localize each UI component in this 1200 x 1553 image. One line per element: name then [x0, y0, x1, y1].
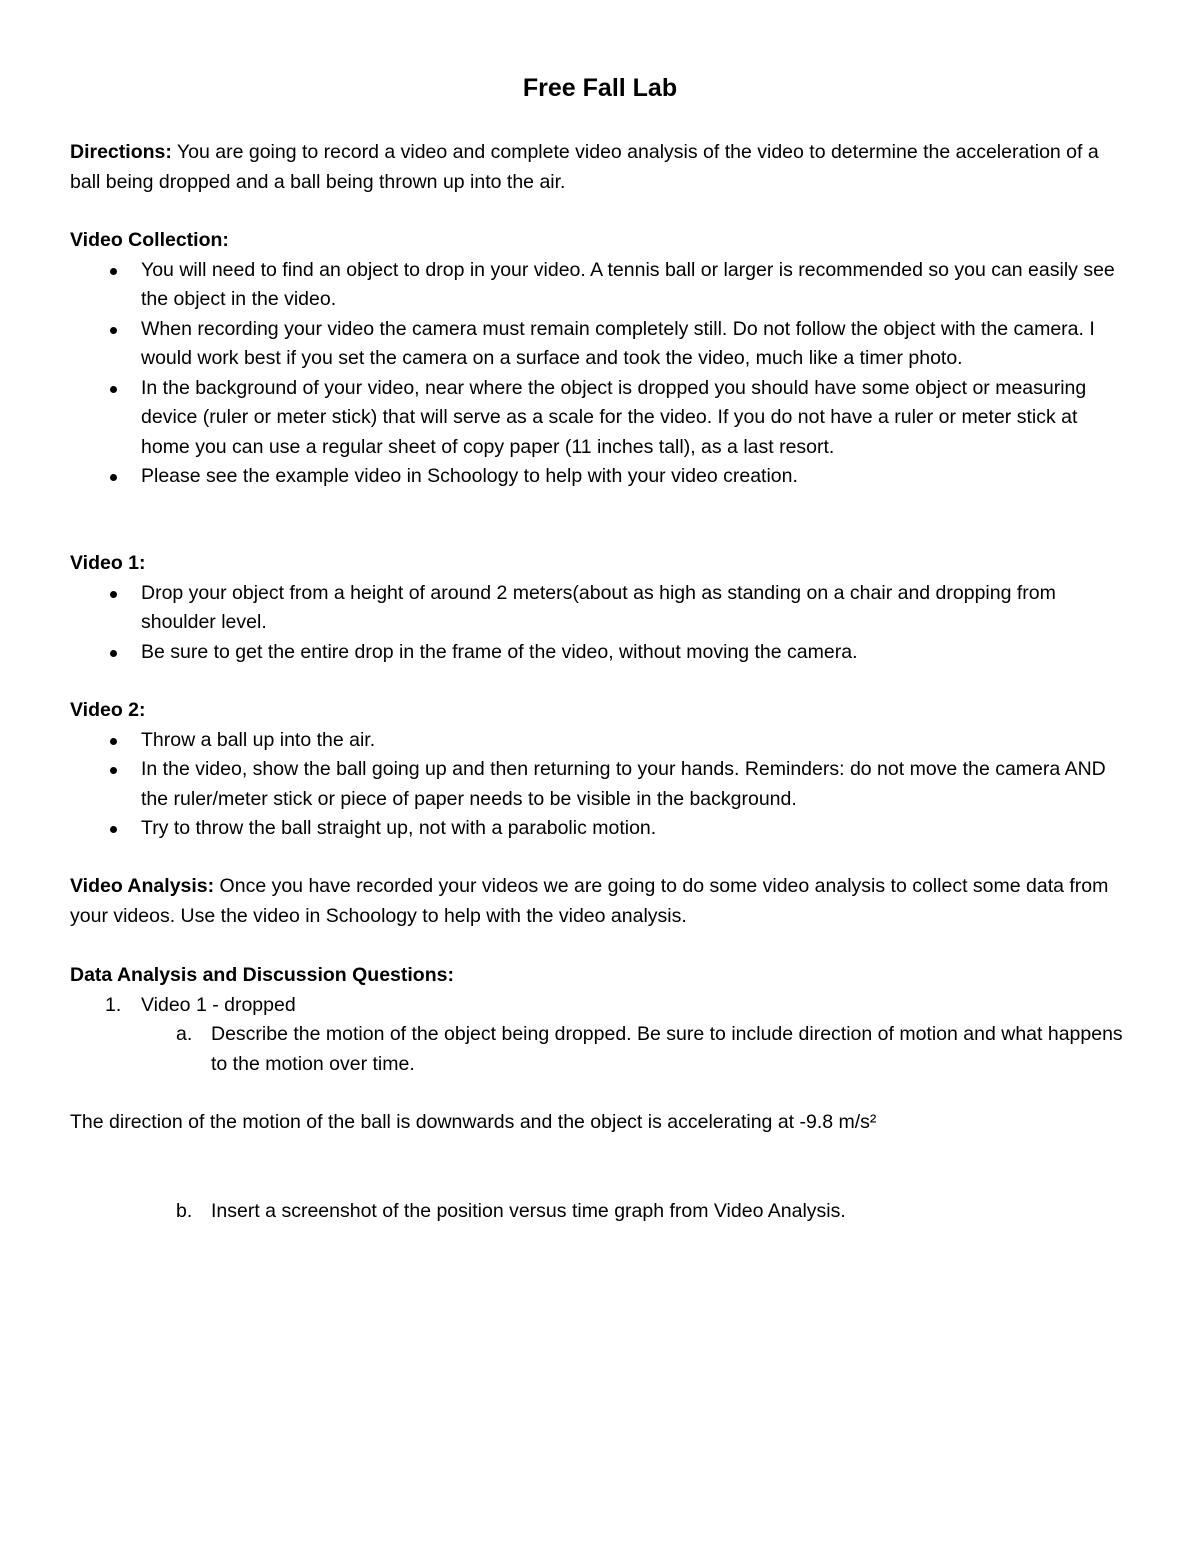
sub-questions-list	[70, 1197, 1130, 1227]
video-collection-section	[70, 226, 1130, 492]
sub-questions-list	[70, 1020, 1130, 1079]
video-collection-heading: Video Collection:	[70, 229, 229, 251]
list-item	[70, 1197, 1130, 1227]
list-item: Be sure to get the entire drop in the frame of the video, without moving the camera.	[70, 638, 1130, 668]
video-analysis-paragraph	[70, 872, 1130, 931]
answer-text: The direction of the motion of the ball is downwards and the object is accelerating at -9.8 m/s²	[70, 1111, 877, 1133]
question-letter: b.	[176, 1200, 193, 1222]
list-item	[70, 991, 1130, 1021]
directions-label: Directions:	[70, 141, 172, 163]
list-item: When recording your video the camera must remain completely still. Do not follow the object with the camera. I would work best if you set the camera on a surface and took the video, much like a timer photo.	[70, 315, 1130, 374]
list-item: Drop your object from a height of around 2 meters(about as high as standing on a chair and dropping from shoulder level.	[70, 579, 1130, 638]
video1-heading: Video 1:	[70, 552, 146, 574]
list-item: Please see the example video in Schoology to help with your video creation.	[70, 462, 1130, 492]
list-item: Try to throw the ball straight up, not with a parabolic motion.	[70, 814, 1130, 844]
list-item: In the background of your video, near where the object is dropped you should have some object or measuring device (ruler or meter stick) that will serve as a scale for the video. If you do not have a ruler or meter stick at home you can use a regular sheet of copy paper (11 inches tall), as a last resort.	[70, 374, 1130, 463]
question-letter: a.	[176, 1023, 193, 1045]
video2-list	[70, 726, 1130, 844]
question-b	[70, 1197, 1130, 1227]
video-analysis-text: Once you have recorded your videos we are going to do some video analysis to collect some data from your videos. Use the video in Schoology to help with the video analysis.	[70, 875, 1109, 927]
video1-list	[70, 579, 1130, 668]
question-text: Describe the motion of the object being dropped. Be sure to include direction of motion and what happens to the motion over time.	[211, 1023, 1123, 1075]
video2-heading: Video 2:	[70, 699, 146, 721]
page-title: Free Fall Lab	[522, 74, 678, 102]
video-collection-list	[70, 256, 1130, 492]
directions-paragraph	[70, 138, 1130, 197]
answer-paragraph	[70, 1108, 1130, 1138]
question-number: 1.	[105, 993, 122, 1016]
video2-section	[70, 696, 1130, 844]
list-item: Throw a ball up into the air.	[70, 726, 1130, 756]
list-item	[70, 1020, 1130, 1079]
video1-section	[70, 549, 1130, 667]
questions-list	[70, 991, 1130, 1021]
question-label: Video 1 - dropped	[141, 993, 296, 1016]
question-text: Insert a screenshot of the position versus time graph from Video Analysis.	[211, 1200, 846, 1222]
list-item: In the video, show the ball going up and then returning to your hands. Reminders: do not move the camera AND the ruler/meter stick or piece of paper needs to be visible in the background.	[70, 755, 1130, 814]
questions-section	[70, 961, 1130, 1079]
list-item: You will need to find an object to drop in your video. A tennis ball or larger is recommended so you can easily see the object in the video.	[70, 256, 1130, 315]
questions-heading: Data Analysis and Discussion Questions:	[70, 964, 454, 986]
directions-text: You are going to record a video and complete video analysis of the video to determine the acceleration of a ball being dropped and a ball being thrown up into the air.	[70, 141, 1099, 193]
video-analysis-label: Video Analysis:	[70, 875, 215, 897]
